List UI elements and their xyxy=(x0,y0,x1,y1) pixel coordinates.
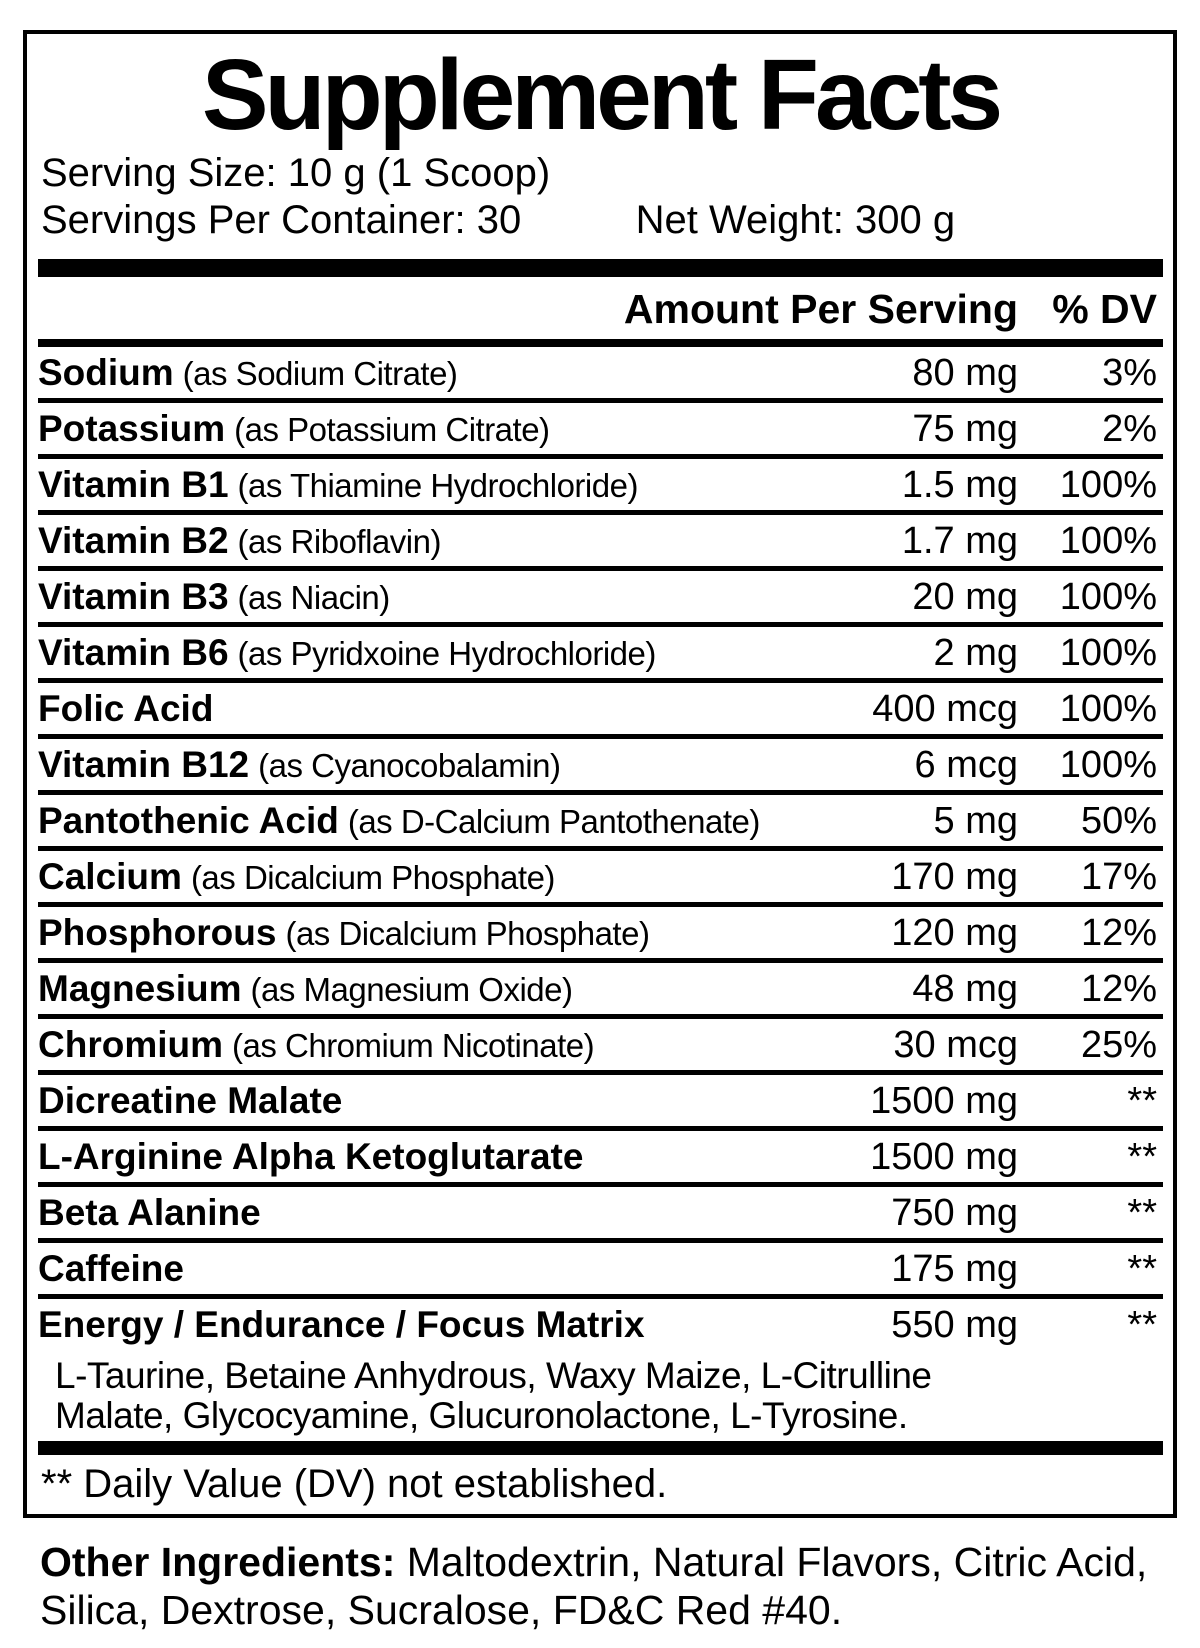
nutrient-form: (as Cyanocobalamin) xyxy=(258,747,561,784)
nutrient-row xyxy=(38,571,1163,627)
servings-per-container: Servings Per Container: 30 xyxy=(41,198,522,242)
nutrient-row xyxy=(38,1299,1163,1355)
nutrient-dv: 25% xyxy=(1080,1024,1157,1066)
nutrient-amount: 175 mg xyxy=(891,1248,1018,1290)
nutrient-amount: 1.7 mg xyxy=(901,520,1018,562)
nutrient-amount: 1500 mg xyxy=(870,1080,1018,1122)
nutrient-row xyxy=(38,1131,1163,1187)
nutrient-amount: 750 mg xyxy=(891,1192,1018,1234)
nutrient-amount: 30 mcg xyxy=(893,1024,1018,1066)
nutrient-name: Energy / Endurance / Focus Matrix xyxy=(38,1304,645,1345)
nutrient-name: Potassium xyxy=(38,408,226,449)
nutrient-form: (as Dicalcium Phosphate) xyxy=(190,859,555,896)
nutrient-dv: ** xyxy=(1127,1192,1157,1234)
column-header-dv: % DV xyxy=(1052,286,1157,332)
nutrient-form: (as Dicalcium Phosphate) xyxy=(285,915,650,952)
nutrient-amount: 6 mcg xyxy=(914,744,1018,786)
nutrient-row xyxy=(38,515,1163,571)
nutrient-dv: 50% xyxy=(1080,800,1157,842)
matrix-sub-ingredients: L-Taurine, Betaine Anhydrous, Waxy Maize, L-Citrulline Malate, Glycocyamine, Glucuronolactone, L-Tyrosine. xyxy=(55,1355,932,1436)
other-ingredients-text: Maltodextrin, Natural Flavors, Citric Acid, Silica, Dextrose, Sucralose, FD&C Red #40. xyxy=(40,1539,1148,1633)
nutrient-name-cell xyxy=(38,459,902,518)
nutrient-dv: 100% xyxy=(1059,632,1157,674)
nutrient-name: Sodium xyxy=(38,352,174,393)
nutrient-amount: 2 mg xyxy=(933,632,1018,674)
nutrient-name-cell xyxy=(38,1131,870,1190)
nutrient-form: (as Thiamine Hydrochloride) xyxy=(237,467,638,504)
nutrient-name: Phosphorous xyxy=(38,912,277,953)
nutrient-amount: 1.5 mg xyxy=(901,464,1018,506)
nutrient-row xyxy=(38,1075,1163,1131)
nutrient-row xyxy=(38,403,1163,459)
nutrient-name-cell xyxy=(38,963,912,1022)
divider-thick-bottom xyxy=(38,1441,1163,1455)
nutrient-name: Vitamin B2 xyxy=(38,520,229,561)
nutrient-dv: ** xyxy=(1127,1136,1157,1178)
nutrient-dv: 100% xyxy=(1059,520,1157,562)
nutrient-row xyxy=(38,907,1163,963)
nutrient-name-cell xyxy=(38,1299,891,1358)
nutrient-name: Caffeine xyxy=(38,1248,184,1289)
net-weight: Net Weight: 300 g xyxy=(635,198,956,242)
nutrient-form: (as Pyridxoine Hydrochloride) xyxy=(237,635,656,672)
nutrient-form: (as Niacin) xyxy=(237,579,390,616)
nutrient-name-cell xyxy=(38,851,891,910)
nutrient-form: (as Sodium Citrate) xyxy=(182,355,458,392)
nutrient-dv: 17% xyxy=(1080,856,1157,898)
nutrient-name-cell xyxy=(38,347,912,406)
nutrient-dv: ** xyxy=(1127,1304,1157,1346)
nutrient-row xyxy=(38,1019,1163,1075)
nutrient-name: Magnesium xyxy=(38,968,242,1009)
serving-info-row xyxy=(41,197,1163,244)
nutrient-name: Vitamin B12 xyxy=(38,744,250,785)
divider-header xyxy=(38,339,1163,347)
nutrient-name-cell xyxy=(38,1243,891,1302)
divider-thick-top xyxy=(38,259,1163,277)
nutrient-dv: ** xyxy=(1127,1080,1157,1122)
nutrient-row xyxy=(38,795,1163,851)
nutrient-dv: 100% xyxy=(1059,744,1157,786)
nutrient-row xyxy=(38,1243,1163,1299)
nutrient-name-cell xyxy=(38,627,934,686)
nutrient-name-cell xyxy=(38,403,912,462)
nutrient-name-cell xyxy=(38,795,934,854)
nutrient-dv: 100% xyxy=(1059,576,1157,618)
nutrient-amount: 48 mg xyxy=(912,968,1018,1010)
nutrient-dv: 2% xyxy=(1102,408,1157,450)
nutrient-amount: 400 mcg xyxy=(872,688,1018,730)
nutrient-name-cell xyxy=(38,739,915,798)
nutrient-amount: 75 mg xyxy=(912,408,1018,450)
nutrient-name-cell xyxy=(38,907,891,966)
nutrient-amount: 1500 mg xyxy=(870,1136,1018,1178)
nutrient-name: Vitamin B1 xyxy=(38,464,229,505)
other-ingredients-label: Other Ingredients: xyxy=(40,1539,396,1585)
nutrient-row xyxy=(38,627,1163,683)
nutrient-name: Vitamin B3 xyxy=(38,576,229,617)
nutrient-name: Folic Acid xyxy=(38,688,214,729)
nutrient-row xyxy=(38,459,1163,515)
serving-size: Serving Size: 10 g (1 Scoop) xyxy=(41,151,551,195)
nutrient-row xyxy=(38,963,1163,1019)
panel-title: Supplement Facts xyxy=(201,39,1000,151)
nutrient-form: (as D-Calcium Pantothenate) xyxy=(347,803,760,840)
nutrient-form: (as Chromium Nicotinate) xyxy=(232,1027,595,1064)
nutrient-name: Pantothenic Acid xyxy=(38,800,339,841)
nutrient-rows xyxy=(38,347,1163,1355)
column-header-row xyxy=(38,277,1163,339)
nutrient-name-cell xyxy=(38,1187,891,1246)
nutrient-form: (as Potassium Citrate) xyxy=(234,411,550,448)
nutrient-row xyxy=(38,851,1163,907)
nutrient-name: L-Arginine Alpha Ketoglutarate xyxy=(38,1136,584,1177)
nutrient-name-cell xyxy=(38,1075,870,1134)
nutrient-amount: 120 mg xyxy=(891,912,1018,954)
nutrient-row xyxy=(38,1187,1163,1243)
column-header-amount: Amount Per Serving xyxy=(623,286,1018,332)
other-ingredients xyxy=(40,1538,1165,1634)
nutrient-name: Vitamin B6 xyxy=(38,632,229,673)
nutrient-amount: 80 mg xyxy=(912,352,1018,394)
nutrient-name: Calcium xyxy=(38,856,182,897)
nutrient-dv: 100% xyxy=(1059,688,1157,730)
nutrient-dv: 100% xyxy=(1059,464,1157,506)
nutrient-name-cell xyxy=(38,683,872,742)
nutrient-name-cell xyxy=(38,515,902,574)
nutrient-amount: 170 mg xyxy=(891,856,1018,898)
nutrient-row xyxy=(38,347,1163,403)
nutrient-form: (as Riboflavin) xyxy=(237,523,441,560)
nutrient-name: Dicreatine Malate xyxy=(38,1080,343,1121)
daily-value-footnote: ** Daily Value (DV) not established. xyxy=(41,1462,668,1506)
supplement-facts-panel xyxy=(23,30,1177,1518)
nutrient-dv: 3% xyxy=(1102,352,1157,394)
nutrient-amount: 550 mg xyxy=(891,1304,1018,1346)
nutrient-amount: 5 mg xyxy=(933,800,1018,842)
nutrient-amount: 20 mg xyxy=(912,576,1018,618)
nutrient-row xyxy=(38,739,1163,795)
nutrient-name-cell xyxy=(38,1019,893,1078)
nutrient-name-cell xyxy=(38,571,912,630)
nutrient-name: Beta Alanine xyxy=(38,1192,261,1233)
nutrient-name: Chromium xyxy=(38,1024,223,1065)
nutrient-dv: 12% xyxy=(1080,968,1157,1010)
nutrient-form: (as Magnesium Oxide) xyxy=(250,971,573,1008)
nutrient-dv: 12% xyxy=(1080,912,1157,954)
nutrient-dv: ** xyxy=(1127,1248,1157,1290)
nutrient-row xyxy=(38,683,1163,739)
